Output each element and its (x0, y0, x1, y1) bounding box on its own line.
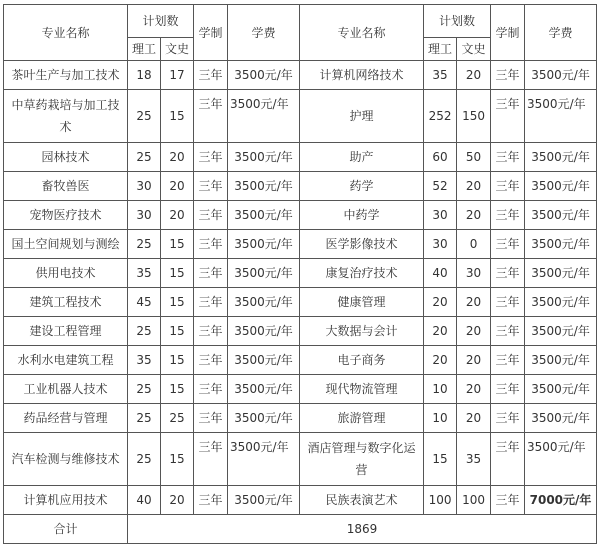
fee: 3500元/年 (525, 317, 597, 346)
sci-count: 52 (424, 172, 457, 201)
arts-count: 20 (457, 201, 491, 230)
table-row (4, 346, 597, 375)
fee: 3500元/年 (525, 172, 597, 201)
duration: 三年 (194, 90, 228, 143)
arts-count: 15 (161, 90, 194, 143)
major-name: 汽车检测与维修技术 (4, 433, 128, 486)
arts-count: 20 (457, 404, 491, 433)
arts-count: 100 (457, 486, 491, 515)
duration: 三年 (194, 230, 228, 259)
sci-count: 25 (128, 375, 161, 404)
duration: 三年 (491, 201, 525, 230)
fee: 3500元/年 (228, 433, 300, 486)
sci-count: 25 (128, 90, 161, 143)
sci-count: 30 (128, 201, 161, 230)
header-major: 专业名称 (300, 5, 424, 61)
arts-count: 15 (161, 346, 194, 375)
fee: 3500元/年 (228, 90, 300, 143)
duration: 三年 (194, 404, 228, 433)
major-name: 酒店管理与数字化运营 (300, 433, 424, 486)
fee: 3500元/年 (228, 375, 300, 404)
duration: 三年 (194, 433, 228, 486)
arts-count: 30 (457, 259, 491, 288)
duration: 三年 (491, 288, 525, 317)
major-name: 宠物医疗技术 (4, 201, 128, 230)
table-row (4, 143, 597, 172)
sci-count: 30 (424, 201, 457, 230)
duration: 三年 (194, 486, 228, 515)
duration: 三年 (194, 375, 228, 404)
fee: 3500元/年 (525, 201, 597, 230)
fee: 3500元/年 (525, 433, 597, 486)
sci-count: 60 (424, 143, 457, 172)
duration: 三年 (491, 346, 525, 375)
table-row (4, 375, 597, 404)
arts-count: 50 (457, 143, 491, 172)
fee: 7000元/年 (525, 486, 597, 515)
duration: 三年 (491, 172, 525, 201)
duration: 三年 (194, 346, 228, 375)
table-row (4, 317, 597, 346)
sci-count: 25 (128, 143, 161, 172)
arts-count: 20 (161, 201, 194, 230)
table-row (4, 259, 597, 288)
duration: 三年 (491, 375, 525, 404)
arts-count: 25 (161, 404, 194, 433)
sci-count: 15 (424, 433, 457, 486)
header-arts: 文史 (457, 38, 491, 61)
sci-count: 18 (128, 61, 161, 90)
arts-count: 20 (457, 61, 491, 90)
sci-count: 20 (424, 346, 457, 375)
major-name: 工业机器人技术 (4, 375, 128, 404)
header-duration: 学制 (194, 5, 228, 61)
table-row (4, 201, 597, 230)
header-plan: 计划数 (424, 5, 491, 38)
duration: 三年 (491, 143, 525, 172)
header-row (4, 5, 597, 38)
duration: 三年 (491, 230, 525, 259)
header-fee: 学费 (525, 5, 597, 61)
major-name: 旅游管理 (300, 404, 424, 433)
header-plan: 计划数 (128, 5, 194, 38)
sci-count: 10 (424, 404, 457, 433)
major-name: 大数据与会计 (300, 317, 424, 346)
duration: 三年 (194, 172, 228, 201)
fee: 3500元/年 (525, 143, 597, 172)
arts-count: 35 (457, 433, 491, 486)
fee: 3500元/年 (228, 259, 300, 288)
major-name: 护理 (300, 90, 424, 143)
sci-count: 30 (128, 172, 161, 201)
duration: 三年 (194, 61, 228, 90)
sci-count: 20 (424, 288, 457, 317)
duration: 三年 (491, 90, 525, 143)
major-name: 药学 (300, 172, 424, 201)
arts-count: 20 (161, 486, 194, 515)
fee: 3500元/年 (228, 486, 300, 515)
arts-count: 20 (457, 172, 491, 201)
arts-count: 150 (457, 90, 491, 143)
arts-count: 20 (457, 317, 491, 346)
fee: 3500元/年 (228, 143, 300, 172)
header-fee: 学费 (228, 5, 300, 61)
arts-count: 15 (161, 317, 194, 346)
major-name: 康复治疗技术 (300, 259, 424, 288)
header-major: 专业名称 (4, 5, 128, 61)
fee: 3500元/年 (228, 317, 300, 346)
arts-count: 20 (161, 172, 194, 201)
arts-count: 15 (161, 230, 194, 259)
arts-count: 15 (161, 259, 194, 288)
sci-count: 25 (128, 404, 161, 433)
duration: 三年 (194, 201, 228, 230)
sci-count: 100 (424, 486, 457, 515)
arts-count: 20 (457, 375, 491, 404)
total-row (4, 515, 597, 544)
table-row (4, 433, 597, 486)
major-name: 计算机网络技术 (300, 61, 424, 90)
table-row (4, 404, 597, 433)
major-name: 医学影像技术 (300, 230, 424, 259)
sci-count: 25 (128, 433, 161, 486)
duration: 三年 (194, 259, 228, 288)
fee: 3500元/年 (228, 201, 300, 230)
header-arts: 文史 (161, 38, 194, 61)
header-sci: 理工 (424, 38, 457, 61)
table-row (4, 486, 597, 515)
major-name: 中草药栽培与加工技术 (4, 90, 128, 143)
arts-count: 20 (457, 346, 491, 375)
major-name: 畜牧兽医 (4, 172, 128, 201)
fee: 3500元/年 (228, 404, 300, 433)
header-duration: 学制 (491, 5, 525, 61)
major-name: 供用电技术 (4, 259, 128, 288)
major-name: 水利水电建筑工程 (4, 346, 128, 375)
fee: 3500元/年 (525, 288, 597, 317)
major-name: 园林技术 (4, 143, 128, 172)
duration: 三年 (491, 259, 525, 288)
sci-count: 40 (128, 486, 161, 515)
fee: 3500元/年 (525, 61, 597, 90)
fee: 3500元/年 (228, 288, 300, 317)
duration: 三年 (491, 61, 525, 90)
major-name: 中药学 (300, 201, 424, 230)
fee: 3500元/年 (525, 90, 597, 143)
fee: 3500元/年 (228, 230, 300, 259)
arts-count: 20 (161, 143, 194, 172)
duration: 三年 (194, 288, 228, 317)
major-name: 茶叶生产与加工技术 (4, 61, 128, 90)
sci-count: 35 (424, 61, 457, 90)
table-row (4, 288, 597, 317)
duration: 三年 (491, 317, 525, 346)
major-name: 建筑工程技术 (4, 288, 128, 317)
major-name: 国土空间规划与测绘 (4, 230, 128, 259)
table-row (4, 61, 597, 90)
arts-count: 15 (161, 375, 194, 404)
arts-count: 15 (161, 433, 194, 486)
fee: 3500元/年 (525, 404, 597, 433)
arts-count: 0 (457, 230, 491, 259)
sci-count: 45 (128, 288, 161, 317)
sci-count: 25 (128, 230, 161, 259)
arts-count: 20 (457, 288, 491, 317)
fee: 3500元/年 (525, 230, 597, 259)
table-row (4, 172, 597, 201)
total-label: 合计 (4, 515, 128, 544)
duration: 三年 (491, 433, 525, 486)
major-name: 计算机应用技术 (4, 486, 128, 515)
sci-count: 20 (424, 317, 457, 346)
header-sci: 理工 (128, 38, 161, 61)
fee: 3500元/年 (525, 259, 597, 288)
duration: 三年 (194, 317, 228, 346)
sci-count: 35 (128, 259, 161, 288)
sci-count: 10 (424, 375, 457, 404)
sci-count: 40 (424, 259, 457, 288)
major-name: 电子商务 (300, 346, 424, 375)
duration: 三年 (491, 486, 525, 515)
sci-count: 35 (128, 346, 161, 375)
duration: 三年 (491, 404, 525, 433)
sci-count: 30 (424, 230, 457, 259)
major-name: 药品经营与管理 (4, 404, 128, 433)
major-name: 现代物流管理 (300, 375, 424, 404)
major-name: 建设工程管理 (4, 317, 128, 346)
table-row (4, 90, 597, 143)
major-name: 民族表演艺术 (300, 486, 424, 515)
fee: 3500元/年 (525, 346, 597, 375)
enrollment-plan-table (3, 4, 597, 544)
fee: 3500元/年 (228, 172, 300, 201)
arts-count: 17 (161, 61, 194, 90)
duration: 三年 (194, 143, 228, 172)
sci-count: 25 (128, 317, 161, 346)
total-value: 1869 (128, 515, 597, 544)
arts-count: 15 (161, 288, 194, 317)
fee: 3500元/年 (228, 61, 300, 90)
major-name: 健康管理 (300, 288, 424, 317)
fee: 3500元/年 (525, 375, 597, 404)
table-row (4, 230, 597, 259)
major-name: 助产 (300, 143, 424, 172)
sci-count: 252 (424, 90, 457, 143)
fee: 3500元/年 (228, 346, 300, 375)
